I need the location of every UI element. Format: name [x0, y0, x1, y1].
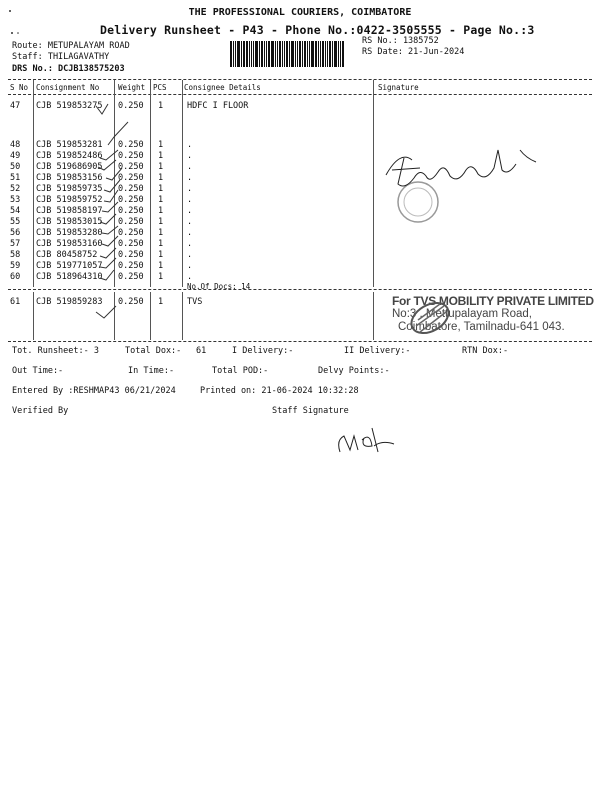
company-name: THE PROFESSIONAL COURIERS, COIMBATORE — [188, 7, 412, 18]
col-signature: Signature — [378, 83, 419, 92]
staff-signature-label: Staff Signature — [272, 406, 349, 416]
row-pcs: 1 — [158, 162, 164, 172]
rtn-dox: RTN Dox:- — [462, 346, 509, 356]
row-consignee: HDFC I FLOOR — [187, 101, 249, 111]
row-weight: 0.250 — [118, 250, 144, 260]
check-mark — [102, 236, 118, 246]
row-consignment: CJB 519853015 — [36, 217, 103, 227]
row-consignment: CJB 519859752 — [36, 195, 103, 205]
check-mark — [96, 104, 108, 114]
row-consignment: CJB 519853160 — [36, 239, 103, 249]
check-mark — [100, 214, 116, 224]
row-pcs: 1 — [158, 261, 164, 271]
ii-delivery: II Delivery:- — [344, 346, 411, 356]
in-time: In Time:- — [128, 366, 175, 376]
row-pcs: 1 — [158, 140, 164, 150]
stamp-line-3: Coimbatore, Tamilnadu-641 043. — [398, 321, 565, 333]
row-weight: 0.250 — [118, 195, 144, 205]
row-consignee: . — [187, 151, 193, 161]
row-consignee: . — [187, 140, 193, 150]
row-pcs: 1 — [158, 173, 164, 183]
check-mark — [104, 190, 118, 202]
row-weight: 0.250 — [118, 162, 144, 172]
row-consignment: CJB 519859735 — [36, 184, 103, 194]
row-sno: 50 — [10, 162, 21, 172]
verified-by: Verified By — [12, 406, 69, 416]
rs-date: RS Date: 21-Jun-2024 — [362, 47, 465, 57]
row-pcs: 1 — [158, 228, 164, 238]
row-consignment: CJB 519853275 — [36, 101, 103, 111]
row-sno: 55 — [10, 217, 21, 227]
col-pcs: PCS — [153, 83, 167, 92]
row-consignee: . — [187, 173, 193, 183]
stamp-line-1: For TVS MOBILITY PRIVATE LIMITED — [392, 294, 594, 308]
row-consignment: CJB 519686905 — [36, 162, 103, 172]
speck-mark — [17, 32, 19, 34]
col-weight: Weight — [118, 83, 146, 92]
docs-count: No.Of Docs: 14 — [187, 282, 251, 291]
row-pcs: 1 — [158, 206, 164, 216]
row-pcs: 1 — [158, 272, 164, 282]
row-consignee: TVS — [187, 297, 203, 307]
row-consignment: CJB 80458752 — [36, 250, 98, 260]
check-mark — [98, 160, 116, 170]
total-pod: Total POD:- — [212, 366, 269, 376]
row-weight: 0.250 — [118, 151, 144, 161]
row-sno: 60 — [10, 272, 21, 282]
row-sno: 56 — [10, 228, 21, 238]
out-time: Out Time:- — [12, 366, 64, 376]
col-sno: S No — [10, 83, 29, 92]
row-pcs: 1 — [158, 250, 164, 260]
staff-label: Staff: THILAGAVATHY — [12, 52, 110, 62]
row-consignee: . — [187, 272, 193, 282]
delvy-points: Delvy Points:- — [318, 366, 390, 376]
row-sno: 52 — [10, 184, 21, 194]
company-seal — [406, 297, 454, 340]
stamp-line-2: No:3 , Mettupalayam Road, — [392, 308, 532, 320]
check-mark — [102, 226, 118, 234]
row-weight: 0.250 — [118, 217, 144, 227]
row-weight: 0.250 — [118, 140, 144, 150]
row-consignee: . — [187, 206, 193, 216]
check-marks — [96, 104, 128, 318]
seal-circle-inner — [404, 188, 432, 216]
i-delivery: I Delivery:- — [232, 346, 294, 356]
row-weight: 0.250 — [118, 272, 144, 282]
check-mark — [106, 168, 122, 180]
row-weight: 0.250 — [118, 228, 144, 238]
row-weight: 0.250 — [118, 184, 144, 194]
check-mark — [100, 150, 118, 160]
row-weight: 0.250 — [118, 239, 144, 249]
row-sno: 51 — [10, 173, 21, 183]
row-consignee: . — [187, 195, 193, 205]
drs-number: DRS No.: DCJB138575203 — [12, 64, 125, 74]
rs-number: RS No.: 1385752 — [362, 36, 439, 46]
row-pcs: 1 — [158, 297, 164, 307]
row-consignment: CJB 519859283 — [36, 297, 103, 307]
check-mark — [100, 258, 116, 268]
row-consignment: CJB 519853156 — [36, 173, 103, 183]
row-consignee: . — [187, 239, 193, 249]
check-mark — [100, 248, 116, 258]
row-sno: 48 — [10, 140, 21, 150]
row-consignee: . — [187, 250, 193, 260]
row-sno: 59 — [10, 261, 21, 271]
row-pcs: 1 — [158, 101, 164, 111]
runsheet-title: Delivery Runsheet - P43 - Phone No.:0422-3505555 - Page No.:3 — [100, 23, 535, 37]
staff-signature-mark — [339, 428, 394, 452]
row-consignee: . — [187, 261, 193, 271]
row-sno: 54 — [10, 206, 21, 216]
entered-by: Entered By :RESHMAP43 06/21/2024 — [12, 386, 176, 396]
row-weight: 0.250 — [118, 173, 144, 183]
row-consignment: CJB 519853280 — [36, 228, 103, 238]
delivery-signature — [386, 150, 536, 186]
row-sno: 61 — [10, 297, 21, 307]
tot-runsheet: Tot. Runsheet:- 3 — [12, 346, 99, 356]
check-mark — [108, 122, 128, 145]
row-pcs: 1 — [158, 239, 164, 249]
printed-on: Printed on: 21-06-2024 10:32:28 — [200, 386, 359, 396]
row-weight: 0.250 — [118, 297, 144, 307]
row-consignment: CJB 519771057 — [36, 261, 103, 271]
col-consignee: Consignee Details — [184, 83, 261, 92]
row-consignment: CJB 519858197 — [36, 206, 103, 216]
check-mark — [96, 306, 116, 318]
row-consignee: . — [187, 228, 193, 238]
row-consignee: . — [187, 162, 193, 172]
row-pcs: 1 — [158, 195, 164, 205]
row-sno: 53 — [10, 195, 21, 205]
row-pcs: 1 — [158, 184, 164, 194]
speck-mark — [9, 10, 11, 12]
row-sno: 57 — [10, 239, 21, 249]
route-label: Route: METUPALAYAM ROAD — [12, 41, 130, 51]
row-weight: 0.250 — [118, 206, 144, 216]
col-consignment: Consignment No — [36, 83, 100, 92]
total-dox-label: Total Dox:- — [125, 346, 182, 356]
check-mark — [102, 202, 118, 212]
row-pcs: 1 — [158, 217, 164, 227]
check-mark — [100, 270, 114, 280]
row-sno: 49 — [10, 151, 21, 161]
row-weight: 0.250 — [118, 101, 144, 111]
row-sno: 58 — [10, 250, 21, 260]
row-weight: 0.250 — [118, 261, 144, 271]
speck-mark — [11, 32, 13, 34]
row-pcs: 1 — [158, 151, 164, 161]
row-sno: 47 — [10, 101, 21, 111]
row-consignment: CJB 518964310 — [36, 272, 103, 282]
row-consignee: . — [187, 217, 193, 227]
total-dox-value: 61 — [196, 346, 207, 356]
row-consignee: . — [187, 184, 193, 194]
row-consignment: CJB 519852486 — [36, 151, 103, 161]
row-consignment: CJB 519853281 — [36, 140, 103, 150]
